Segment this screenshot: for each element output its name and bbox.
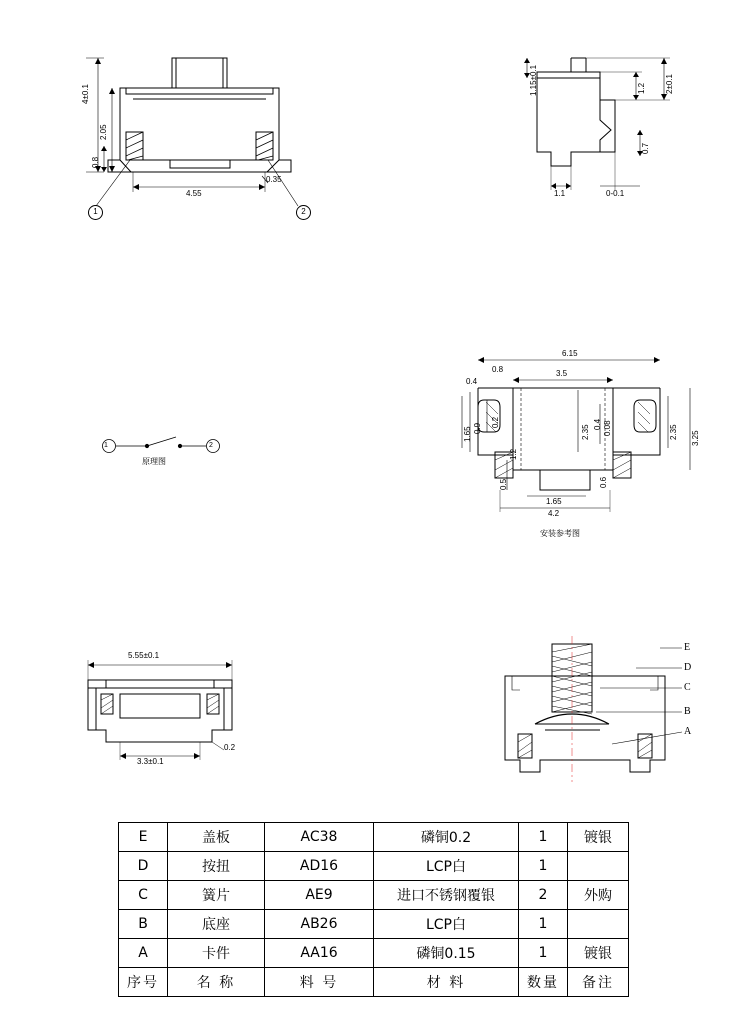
bom-note: 外购 [568, 881, 629, 910]
bom-header-item: 序号 [119, 968, 168, 997]
section-letter-d: D [684, 662, 692, 673]
dim-pcb-bottom-c: 0.6 [599, 476, 608, 488]
dim-side-height-total: 1.15±0.1 [529, 64, 538, 96]
dim-pcb-pad-a: 0.8 [492, 365, 504, 374]
bom-note: 镀银 [568, 939, 629, 968]
pcb-caption: 安装参考图 [540, 529, 580, 538]
dim-pcb-pad-e: 0.9 [473, 422, 482, 434]
bom-name: 簧片 [168, 881, 265, 910]
bom-code: AB26 [265, 910, 374, 939]
table-row [119, 910, 629, 939]
dim-side-gap: 0-0.1 [606, 189, 625, 198]
bom-material: LCP白 [374, 852, 519, 881]
bom-material: 磷铜0.2 [374, 823, 519, 852]
bom-name: 按扭 [168, 852, 265, 881]
dim-side-stem: 1.2 [637, 82, 646, 94]
dim-pcb-bottom-a: 1.2 [509, 448, 518, 460]
dim-front-pin-width: 0.35 [266, 175, 282, 184]
dim-side-foot: 0.7 [641, 142, 650, 154]
dim-pcb-bottom-e: 4.2 [548, 509, 560, 518]
dim-pcb-overall-width: 6.15 [562, 349, 578, 358]
bom-code: AC38 [265, 823, 374, 852]
dim-pcb-pad-c: 0.2 [491, 416, 500, 428]
bom-item: E [119, 823, 168, 852]
dim-top-tab: 0.2 [224, 743, 236, 752]
section-letter-e: E [684, 642, 691, 653]
bom-item: B [119, 910, 168, 939]
dim-pcb-total-h: 3.25 [691, 430, 700, 446]
dim-side-overall: 2±0.1 [665, 74, 674, 94]
dim-front-width-base: 4.55 [186, 189, 202, 198]
dim-side-base-width: 1.1 [554, 189, 566, 198]
bom-material: 磷铜0.15 [374, 939, 519, 968]
dim-pcb-pad-b: 0.4 [466, 377, 478, 386]
bill-of-materials-table [118, 822, 629, 997]
bom-material: LCP白 [374, 910, 519, 939]
bom-code: AA16 [265, 939, 374, 968]
bom-item: C [119, 881, 168, 910]
bom-header-code: 料 号 [265, 968, 374, 997]
section-letter-a: A [684, 726, 692, 737]
bom-code: AD16 [265, 852, 374, 881]
dim-pcb-slot: 0.08 [603, 420, 612, 436]
bom-qty: 1 [519, 939, 568, 968]
table-row [119, 852, 629, 881]
bom-header-note: 备注 [568, 968, 629, 997]
dim-front-height-body: 2.05 [99, 124, 108, 140]
dim-pcb-small: 0.4 [593, 418, 602, 430]
table-row [119, 823, 629, 852]
dim-pcb-pad-d: 1.65 [463, 426, 472, 442]
bom-qty: 1 [519, 823, 568, 852]
dim-top-inner: 3.3±0.1 [137, 757, 164, 766]
callout-2: 2 [296, 205, 311, 220]
bom-header-qty: 数量 [519, 968, 568, 997]
dim-front-height-total: 4±0.1 [81, 84, 90, 104]
bom-material: 进口不锈钢覆银 [374, 881, 519, 910]
dim-top-width: 5.55±0.1 [128, 651, 160, 660]
section-letter-b: B [684, 706, 691, 717]
circuit-terminal-1: 1 [104, 442, 108, 449]
dim-pcb-bottom-b: 0.5 [499, 478, 508, 490]
bom-item: D [119, 852, 168, 881]
dim-pcb-center-h: 2.35 [581, 424, 590, 440]
bom-header-material: 材 料 [374, 968, 519, 997]
bom-name: 卡件 [168, 939, 265, 968]
section-letter-c: C [684, 682, 691, 693]
bom-item: A [119, 939, 168, 968]
dim-pcb-inner-width: 3.5 [556, 369, 568, 378]
bom-name: 盖板 [168, 823, 265, 852]
table-header-row [119, 968, 629, 997]
dim-pcb-bottom-d: 1.65 [546, 497, 562, 506]
bom-note [568, 910, 629, 939]
bom-qty: 2 [519, 881, 568, 910]
callout-1: 1 [88, 205, 103, 220]
bom-header-name: 名 称 [168, 968, 265, 997]
table-row [119, 939, 629, 968]
table-row [119, 881, 629, 910]
bom-note [568, 852, 629, 881]
bom-qty: 1 [519, 910, 568, 939]
bom-name: 底座 [168, 910, 265, 939]
bom-note: 镀银 [568, 823, 629, 852]
dim-front-pin-height: 0.8 [91, 156, 100, 168]
dim-pcb-right-h: 2.35 [669, 424, 678, 440]
bom-qty: 1 [519, 852, 568, 881]
bom-code: AE9 [265, 881, 374, 910]
circuit-caption: 原理图 [142, 457, 166, 466]
circuit-terminal-2: 2 [209, 442, 213, 449]
